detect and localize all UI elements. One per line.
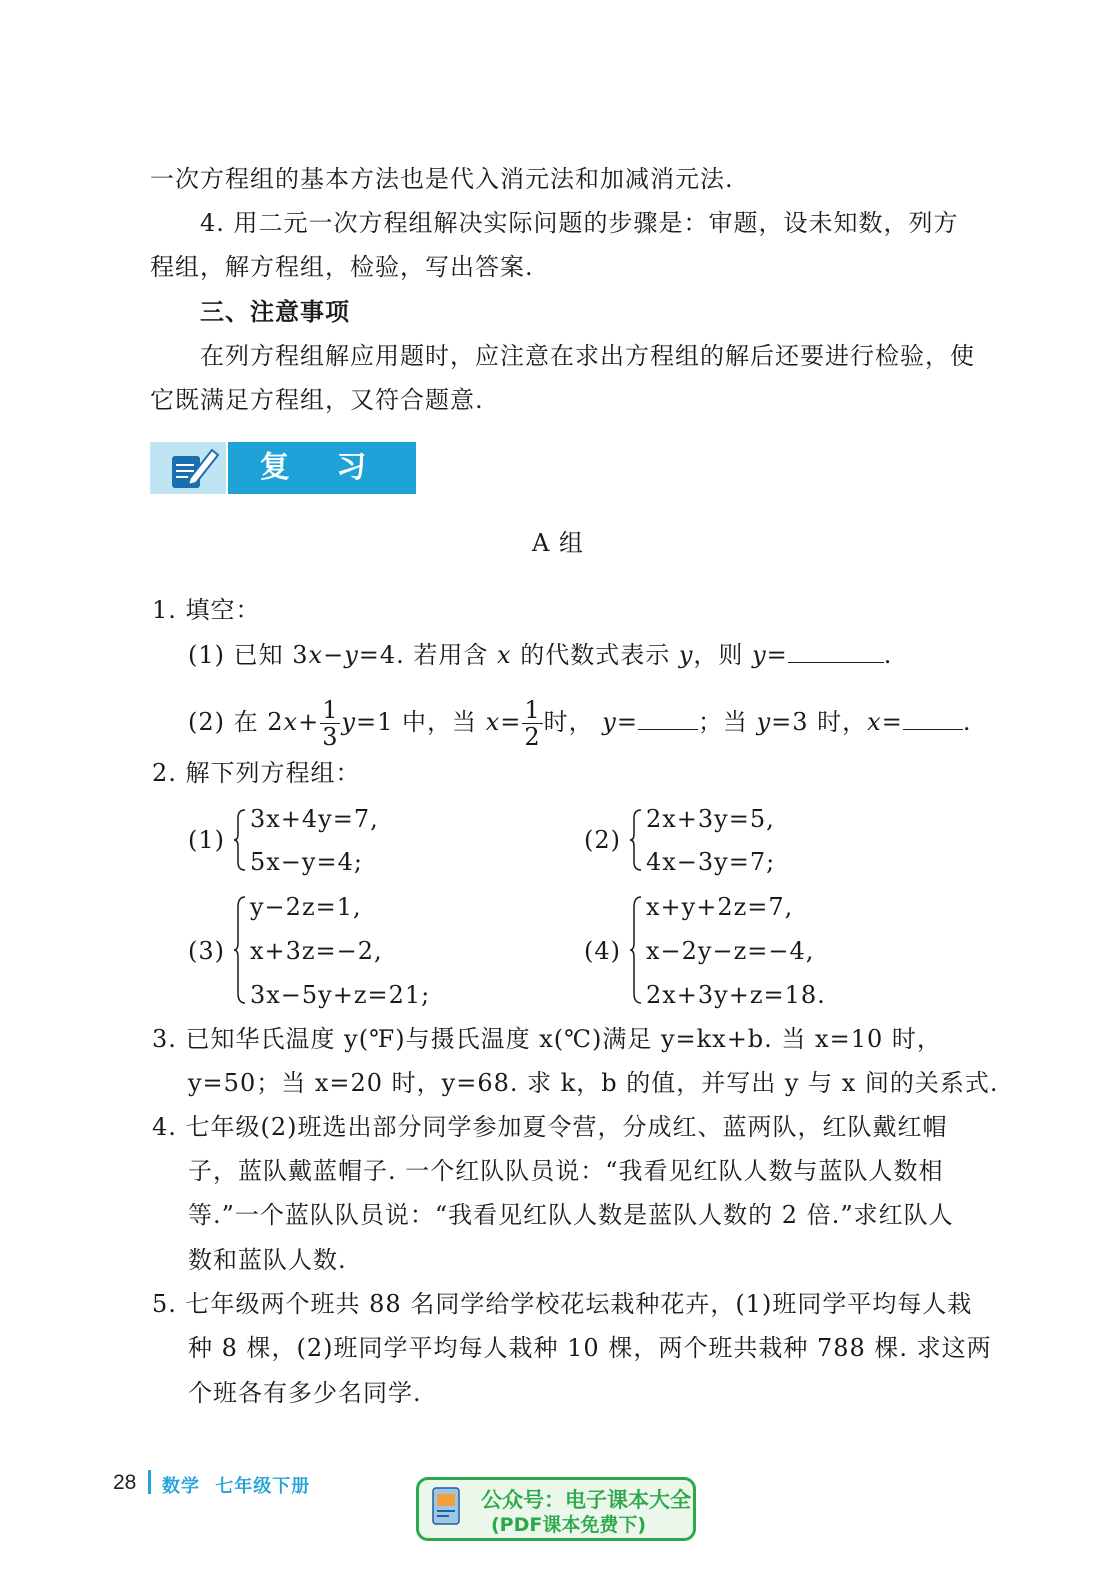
watermark-line-1: 公众号：电子课本大全	[481, 1488, 691, 1512]
note-line-1: 在列方程组解应用题时，应注意在求出方程组的解后还要进行检验，使	[200, 342, 975, 370]
question-4-line-4: 数和蓝队人数.	[188, 1246, 347, 1274]
watermark-badge	[416, 1477, 696, 1541]
question-4-line-1: 4. 七年级(2)班选出部分同学参加夏令营，分成红、蓝两队，红队戴红帽	[152, 1113, 948, 1141]
book-phone-icon	[427, 1486, 467, 1530]
answer-blank[interactable]	[788, 640, 884, 663]
question-4-line-3: 等.”一个蓝队队员说：“我看见红队人数是蓝队人数的 2 倍.”求红队人	[188, 1201, 954, 1229]
question-5-line-3: 个班各有多少名同学.	[188, 1379, 422, 1407]
page-number: 28	[113, 1471, 137, 1494]
question-1-part-1: (1) 已知 3x−y=4. 若用含 x 的代数式表示 y，则 y= .	[188, 641, 893, 669]
system-1-equation-2: 5x−y=4;	[250, 848, 363, 876]
review-banner-title: 复 习 题	[228, 442, 416, 494]
brace-icon	[628, 895, 644, 1005]
answer-blank[interactable]	[638, 707, 698, 730]
fraction-one-third: $\frac{1}{3}$	[322, 696, 339, 751]
brace-icon	[232, 808, 248, 872]
question-5-line-2: 种 8 棵，(2)班同学平均每人栽种 10 棵，两个班共栽种 788 棵. 求这两	[188, 1334, 992, 1362]
answer-blank[interactable]	[903, 707, 963, 730]
question-2-stem: 2. 解下列方程组：	[152, 759, 361, 787]
system-3-equation-3: 3x−5y+z=21;	[250, 981, 431, 1009]
watermark-line-2: (PDF课本免费下)	[491, 1514, 647, 1536]
fraction-one-half: $\frac{1}{2}$	[524, 696, 541, 751]
question-1-stem: 1. 填空：	[152, 596, 261, 624]
system-1-label: (1)	[188, 826, 225, 854]
system-4-equation-3: 2x+3y+z=18.	[646, 981, 826, 1009]
system-4-equation-2: x−2y−z=−4,	[646, 937, 815, 965]
question-1-part-2: (2) 在 2x+ $\frac{1}{3}$ y=1 中，当 x= $\frac{1}{2}$ 时， y= ；当 y=3 时，x= .	[188, 696, 972, 751]
question-3-line-1: 3. 已知华氏温度 y(℉)与摄氏温度 x(℃)满足 y=kx+b. 当 x=10 时，	[152, 1025, 942, 1053]
system-1-equation-1: 3x+4y=7,	[250, 805, 379, 833]
system-4-label: (4)	[584, 937, 621, 965]
review-banner-icon-box	[150, 442, 226, 494]
book-title: 数学 七年级下册	[162, 1476, 311, 1497]
section-3-title: 三、注意事项	[200, 298, 350, 326]
system-3-equation-1: y−2z=1,	[250, 893, 362, 921]
pencil-notebook-icon	[150, 442, 226, 494]
question-5-line-1: 5. 七年级两个班共 88 名同学给学校花坛栽种花卉，(1)班同学平均每人栽	[152, 1290, 973, 1318]
system-3-label: (3)	[188, 937, 225, 965]
question-3-line-2: y=50；当 x=20 时，y=68. 求 k，b 的值，并写出 y 与 x 间的关系式.	[188, 1069, 999, 1097]
group-a-title: A 组	[532, 529, 584, 557]
system-2-equation-2: 4x−3y=7;	[646, 848, 776, 876]
system-4-equation-1: x+y+2z=7,	[646, 893, 794, 921]
system-2-label: (2)	[584, 826, 621, 854]
question-4-line-2: 子，蓝队戴蓝帽子. 一个红队队员说：“我看见红队人数与蓝队人数相	[188, 1157, 944, 1185]
summary-item-4-line-1: 4. 用二元一次方程组解决实际问题的步骤是：审题，设未知数，列方	[200, 209, 959, 237]
system-2-equation-1: 2x+3y=5,	[646, 805, 775, 833]
summary-line-continued: 一次方程组的基本方法也是代入消元法和加减消元法.	[150, 165, 734, 193]
note-line-2: 它既满足方程组，又符合题意.	[150, 386, 484, 414]
brace-icon	[628, 808, 644, 872]
brace-icon	[232, 895, 248, 1005]
footer-divider	[148, 1470, 151, 1494]
system-3-equation-2: x+3z=−2,	[250, 937, 383, 965]
summary-item-4-line-2: 程组，解方程组，检验，写出答案.	[150, 253, 534, 281]
